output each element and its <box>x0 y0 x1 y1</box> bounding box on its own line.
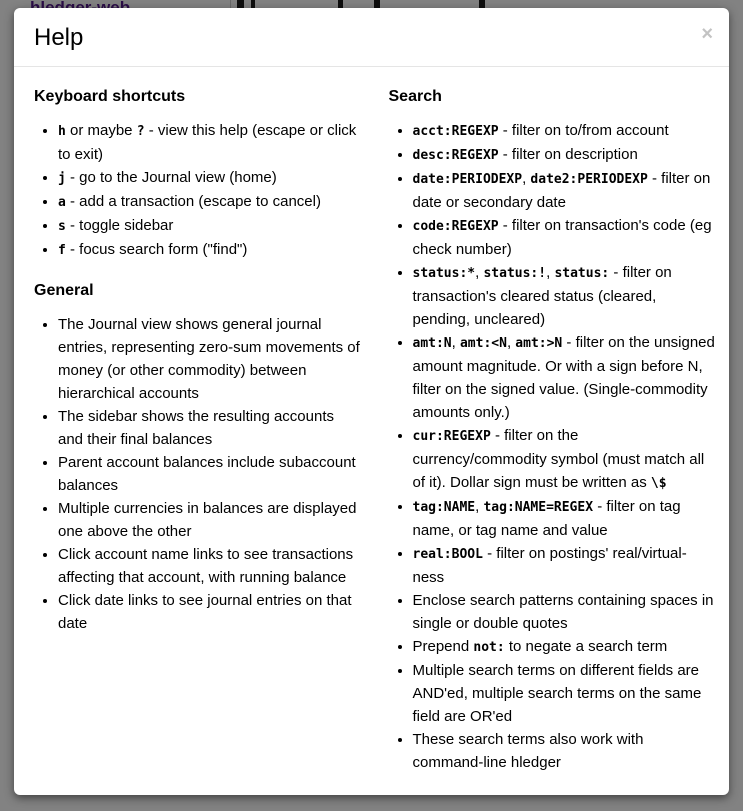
code-term: tag:NAME <box>412 500 476 515</box>
list-item: • desc:REGEXP - filter on description <box>413 143 716 167</box>
section-heading: Search <box>388 88 442 105</box>
code-term: acct:REGEXP <box>412 124 499 139</box>
help-modal <box>14 8 729 795</box>
code-term: not: <box>473 640 505 655</box>
list-item: • code:REGEXP - filter on transaction's code (eg check number) <box>413 214 716 261</box>
list-item: • Prepend not: to negate a search term <box>413 635 716 659</box>
modal-header <box>14 8 729 67</box>
list-item: • Multiple search terms on different fields are AND'ed, multiple search terms on the same field are OR'ed <box>413 659 716 728</box>
list-item: • tag:NAME, tag:NAME=REGEX - filter on tag name, or tag name and value <box>413 495 716 542</box>
list-item: • f - focus search form ("find") <box>58 238 361 262</box>
list-item: • h or maybe ? - view this help (escape or click to exit) <box>58 119 361 166</box>
code-term: ? <box>136 124 145 139</box>
list-item: • Click account name links to see transactions affecting that account, with running balance <box>58 543 361 589</box>
list-item: • Click date links to see journal entries on that date <box>58 589 361 635</box>
section-heading: Keyboard shortcuts <box>34 88 186 105</box>
help-column-left <box>34 87 361 774</box>
list-item: • status:*, status:!, status: - filter on transaction's cleared status (cleared, pending, uncleared) <box>413 261 716 331</box>
section-list <box>389 119 716 774</box>
list-item: • Parent account balances include subaccount balances <box>58 451 361 497</box>
list-item: • Enclose search patterns containing spaces in single or double quotes <box>413 589 716 635</box>
list-item: • These search terms also work with command-line hledger <box>413 728 716 774</box>
code-term: code:REGEXP <box>412 219 499 234</box>
code-term: a <box>58 195 66 210</box>
list-item: • The sidebar shows the resulting accounts and their final balances <box>58 405 361 451</box>
list-item: • The Journal view shows general journal entries, representing zero-sum movements of money (or other commodity) between hierarchical accounts <box>58 313 361 405</box>
modal-title: Help <box>34 24 84 51</box>
help-section <box>34 87 361 262</box>
section-list <box>34 313 361 635</box>
help-section <box>389 87 716 774</box>
list-item: • Multiple currencies in balances are displayed one above the other <box>58 497 361 543</box>
list-item: • j - go to the Journal view (home) <box>58 166 361 190</box>
code-term: date2:PERIODEXP <box>530 172 648 187</box>
section-list <box>34 119 361 262</box>
code-term: f <box>58 243 66 258</box>
list-item: • a - add a transaction (escape to cancel) <box>58 190 361 214</box>
section-heading: General <box>34 282 94 299</box>
code-term: s <box>58 219 66 234</box>
help-column-right <box>389 87 716 774</box>
code-term: amt:<N <box>459 336 507 351</box>
code-term: amt:>N <box>515 336 563 351</box>
list-item: • s - toggle sidebar <box>58 214 361 238</box>
code-term: amt:N <box>412 336 452 351</box>
modal-body <box>14 67 729 802</box>
code-term: date:PERIODEXP <box>412 172 523 187</box>
code-term: tag:NAME=REGEX <box>483 500 594 515</box>
code-term: status:! <box>483 266 547 281</box>
close-icon[interactable]: × <box>701 23 713 45</box>
code-term: status: <box>554 266 610 281</box>
help-section <box>34 281 361 635</box>
code-term: cur:REGEXP <box>412 429 491 444</box>
list-item: • real:BOOL - filter on postings' real/virtual-ness <box>413 542 716 589</box>
list-item: • acct:REGEXP - filter on to/from account <box>413 119 716 143</box>
list-item: • amt:N, amt:<N, amt:>N - filter on the unsigned amount magnitude. Or with a sign before N, filter on the signed value. (Single-commodity amounts only.) <box>413 331 716 424</box>
list-item: • cur:REGEXP - filter on the currency/commodity symbol (must match all of it). Dollar sign must be written as \$ <box>413 424 716 495</box>
code-term: \$ <box>650 476 667 491</box>
code-term: real:BOOL <box>412 547 483 562</box>
code-term: j <box>58 171 66 186</box>
list-item: • date:PERIODEXP, date2:PERIODEXP - filter on date or secondary date <box>413 167 716 214</box>
code-term: h <box>58 124 66 139</box>
code-term: desc:REGEXP <box>412 148 499 163</box>
code-term: status:* <box>412 266 476 281</box>
